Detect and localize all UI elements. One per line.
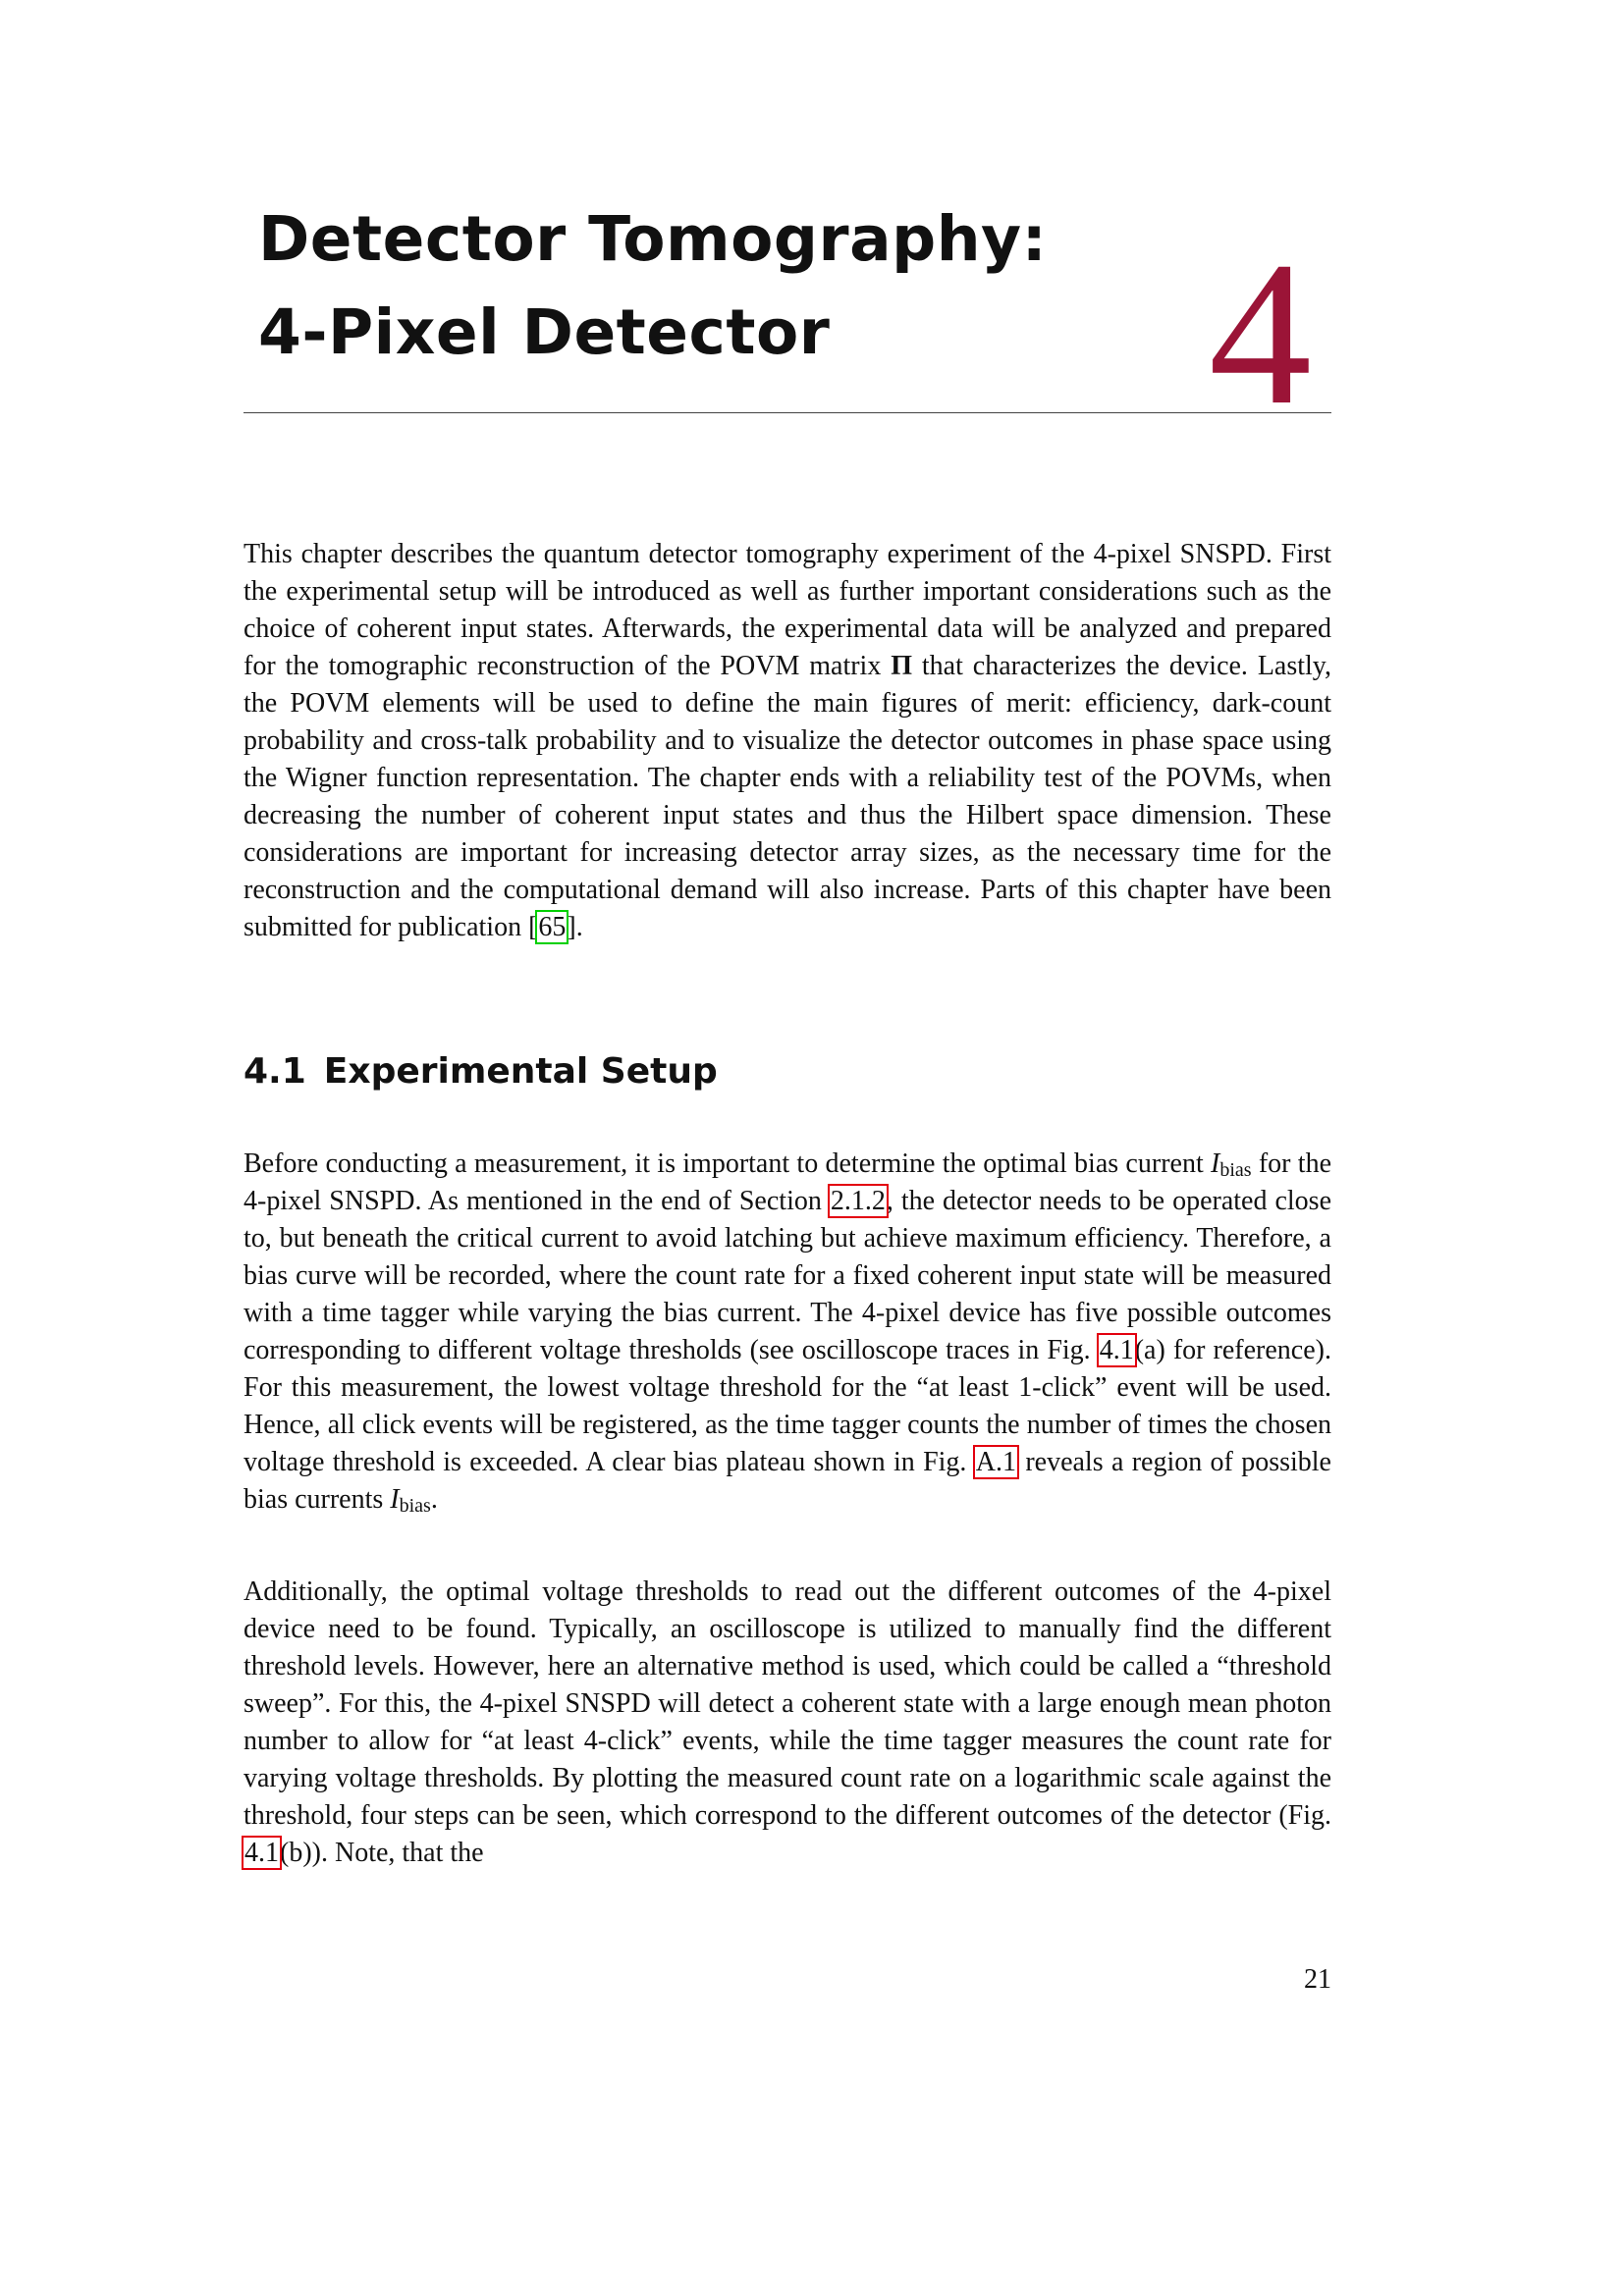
para1-text-2: for the 4-pixel SNSPD. As mentioned in the end of Section <box>244 1148 1331 1216</box>
intro-text-part-1: This chapter describes the quantum detector tomography experiment of the 4-pixel SNSPD. First the experimental setup will be introduced as well as further important considerations such as the choice of coherent input states. Afterwards, the experimental data will be analyzed and prepared for the tomographic reconstruction of the POVM matrix <box>244 539 1331 681</box>
citation-bracket-close: ]. <box>567 912 583 942</box>
bias-subscript: bias <box>1219 1159 1252 1181</box>
chapter-divider <box>244 412 1331 413</box>
para1-text-5: reveals a region of possible bias currents <box>244 1447 1331 1515</box>
chapter-number: 4 <box>1209 220 1312 448</box>
section-number: 4.1 <box>244 1051 306 1092</box>
citation-link-65[interactable]: 65 <box>538 912 567 942</box>
section-heading <box>244 1048 718 1095</box>
para1-text-6: . <box>430 1484 438 1515</box>
citation-bracket-open: [ <box>528 912 538 942</box>
setup-paragraph-1 <box>244 1146 1331 1519</box>
para2-text-2: (b)). Note, that the <box>280 1838 484 1868</box>
para1-text-1: Before conducting a measurement, it is important to determine the optimal bias current <box>244 1148 1212 1179</box>
bias-current-symbol: I <box>1211 1148 1220 1179</box>
setup-paragraph-2 <box>244 1574 1331 1872</box>
bias-current-symbol-2: I <box>390 1484 400 1515</box>
intro-text-part-2: that characterizes the device. Lastly, the POVM elements will be used to define the main figures of merit: efficiency, dark-count probability and cross-talk probability and to visualize the detector outcomes in phase space using the Wigner function representation. The chapter ends with a reliability test of the POVMs, when decreasing the number of coherent input states and thus the Hilbert space dimension. These considerations are important for increasing detector array sizes, as the necessary time for the reconstruction and the computational demand will also increase. Parts of this chapter have been submitted for publication <box>244 651 1331 942</box>
para2-text-1: Additionally, the optimal voltage thresholds to read out the different outcomes of the 4-pixel device need to be found. Typically, an oscilloscope is utilized to manually find the different threshold levels. However, here an alternative method is used, which could be called a “threshold sweep”. For this, the 4-pixel SNSPD will detect a coherent state with a large enough mean photon number to allow for “at least 4-click” events, while the time tagger measures the count rate for varying voltage thresholds. By plotting the measured count rate on a logarithmic scale against the threshold, four steps can be seen, which correspond to the different outcomes of the detector (Fig. <box>244 1576 1331 1831</box>
chapter-title-line-2: 4-Pixel Detector <box>258 296 831 368</box>
para1-text-3: , the detector needs to be operated close to, but beneath the critical current to avoid latching but achieve maximum efficiency. Therefore, a bias curve will be recorded, where the count rate for a fixed coherent input state will be measured with a time tagger while varying the bias current. The 4-pixel device has five possible outcomes corresponding to different voltage thresholds (see oscilloscope traces in Fig. <box>244 1186 1331 1365</box>
para1-text-4: (a) for reference). For this measurement, the lowest voltage threshold for the “at least 1-click” event will be used. Hence, all click events will be registered, as the time tagger counts the number of times the chosen voltage threshold is exceeded. A clear bias plateau shown in Fig. <box>244 1335 1331 1477</box>
section-title: Experimental Setup <box>323 1051 718 1092</box>
intro-paragraph <box>244 536 1331 946</box>
section-link-2-1-2[interactable]: 2.1.2 <box>830 1186 886 1216</box>
povm-pi-symbol: Π <box>891 651 912 681</box>
figure-link-a-1[interactable]: A.1 <box>975 1447 1016 1477</box>
figure-link-4-1[interactable]: 4.1 <box>1099 1335 1134 1365</box>
page-number: 21 <box>1304 1964 1331 1995</box>
figure-link-4-1-b[interactable]: 4.1 <box>244 1838 279 1868</box>
chapter-title-line-1: Detector Tomography: <box>258 203 1048 275</box>
chapter-title <box>258 192 1047 379</box>
bias-subscript-2: bias <box>399 1495 431 1517</box>
